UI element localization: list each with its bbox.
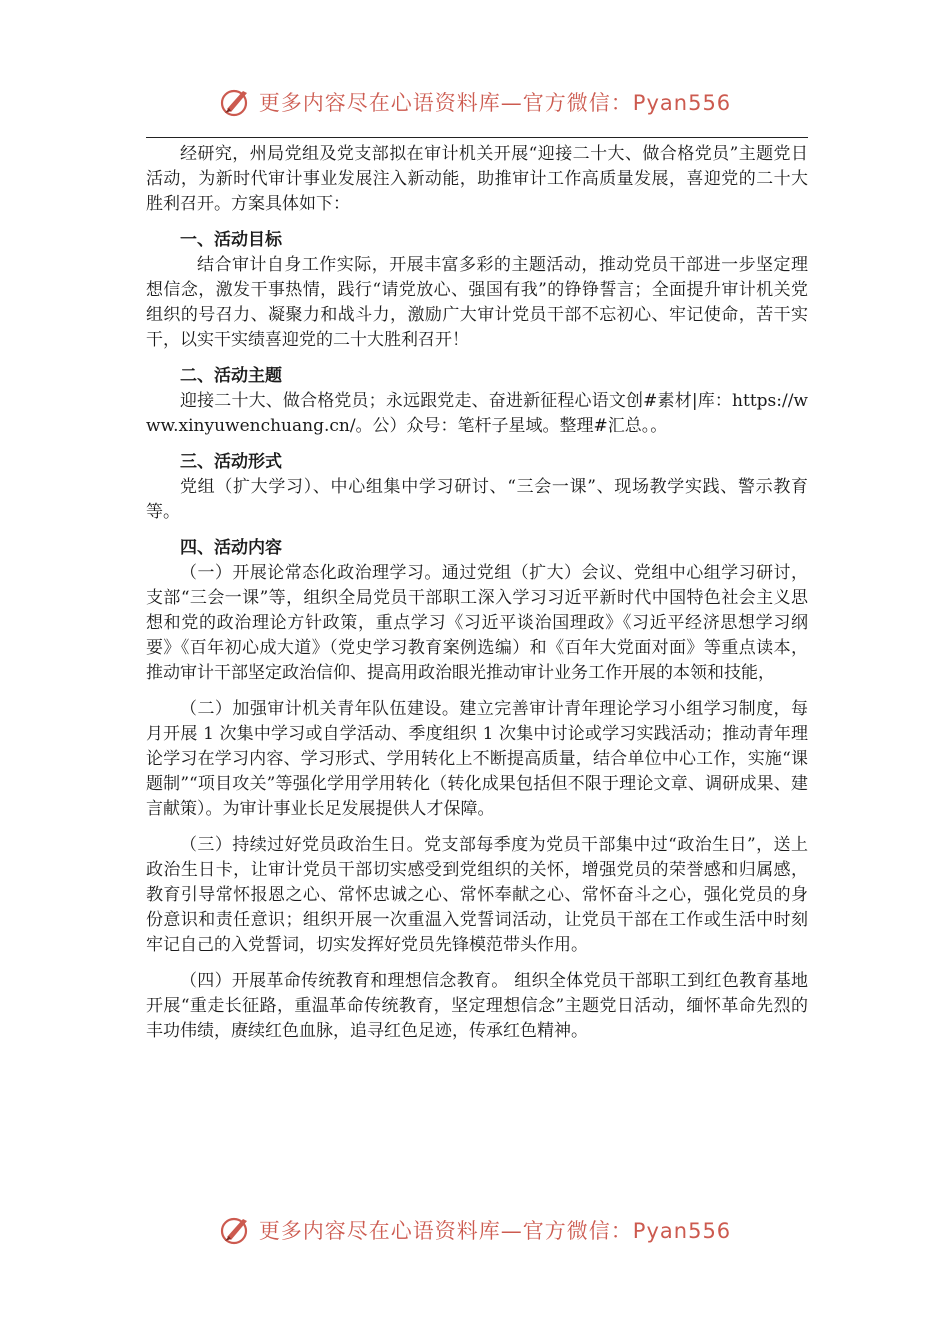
section-heading-format: 三、活动形式 (180, 452, 282, 472)
content-item-1: （一）开展论常态化政治理学习。通过党组（扩大）会议、党组中心组学习研讨，支部“三会一课”等，组织全局党员干部职工深入学习习近平新时代中国特色社会主义思想和党的政治理论方针政策，重点学习《习近平谈治国理政》《习近平经济思想学习纲要》《百年初心成大道》（党史学习教育案例选编）和《百年大党面对面》等重点读本，推动审计干部坚定政治信仰、提高用政治眼光推动审计业务工作开展的本领和技能， (146, 563, 808, 683)
section-heading-content: 四、活动内容 (180, 538, 282, 558)
pen-logo-icon (219, 1213, 253, 1247)
section-paragraph: 迎接二十大、做合格党员；永远跟党走、奋进新征程心语文创#素材|库：https://www.xinyuwenchuang.cn/。公）众号：笔杆子星域。整理#汇总。。 (146, 391, 808, 436)
footer-banner (0, 1208, 950, 1252)
header-divider (146, 137, 808, 138)
content-item-2: （二）加强审计机关青年队伍建设。建立完善审计青年理论学习小组学习制度，每月开展 1 次集中学习或自学活动、季度组织 1 次集中讨论或学习实践活动；推动青年理论学习在学习内容、学习形式、学用转化上不断提高质量，结合单位中心工作，实施“课题制”“项目攻关”等强化学用学用转化（转化成果包括但不限于理论文章、调研成果、建言献策）。为审计事业长足发展提供人才保障。 (146, 699, 808, 819)
content-item-4: （四）开展革命传统教育和理想信念教育。 组织全体党员干部职工到红色教育基地开展“重走长征路，重温革命传统教育，坚定理想信念”主题党日活动，缅怀革命先烈的丰功伟绩，赓续红色血脉，追寻红色足迹，传承红色精神。 (146, 971, 808, 1041)
document-body (146, 142, 808, 1055)
pen-logo-icon (219, 85, 253, 119)
section-heading-goals: 一、活动目标 (180, 230, 282, 250)
content-item-3: （三）持续过好党员政治生日。党支部每季度为党员干部集中过“政治生日”，送上政治生日卡，让审计党员干部切实感受到党组织的关怀，增强党员的荣誉感和归属感，教育引导常怀报恩之心、常怀忠诚之心、常怀奉献之心、常怀奋斗之心，强化党员的身份意识和责任意识；组织开展一次重温入党誓词活动，让党员干部在工作或生活中时刻牢记自己的入党誓词，切实发挥好党员先锋模范带头作用。 (146, 835, 808, 955)
section-paragraph: 党组（扩大学习）、中心组集中学习研讨、“三会一课”、现场教学实践、警示教育等。 (146, 477, 808, 522)
footer-banner-text: 更多内容尽在心语资料库—官方微信：Pyan556 (258, 1219, 732, 1243)
section-heading-theme: 二、活动主题 (180, 366, 282, 386)
header-banner-text: 更多内容尽在心语资料库—官方微信：Pyan556 (258, 91, 732, 115)
intro-paragraph: 经研究，州局党组及党支部拟在审计机关开展“迎接二十大、做合格党员”主题党日活动，为新时代审计事业发展注入新动能，助推审计工作高质量发展，喜迎党的二十大胜利召开。方案具体如下： (146, 144, 808, 214)
header-banner (0, 80, 950, 124)
section-paragraph: 结合审计自身工作实际，开展丰富多彩的主题活动，推动党员干部进一步坚定理想信念，激发干事热情，践行“请党放心、强国有我”的铮铮誓言；全面提升审计机关党组织的号召力、凝聚力和战斗力，激励广大审计党员干部不忘初心、牢记使命，苦干实干，以实干实绩喜迎党的二十大胜利召开！ (146, 255, 808, 350)
